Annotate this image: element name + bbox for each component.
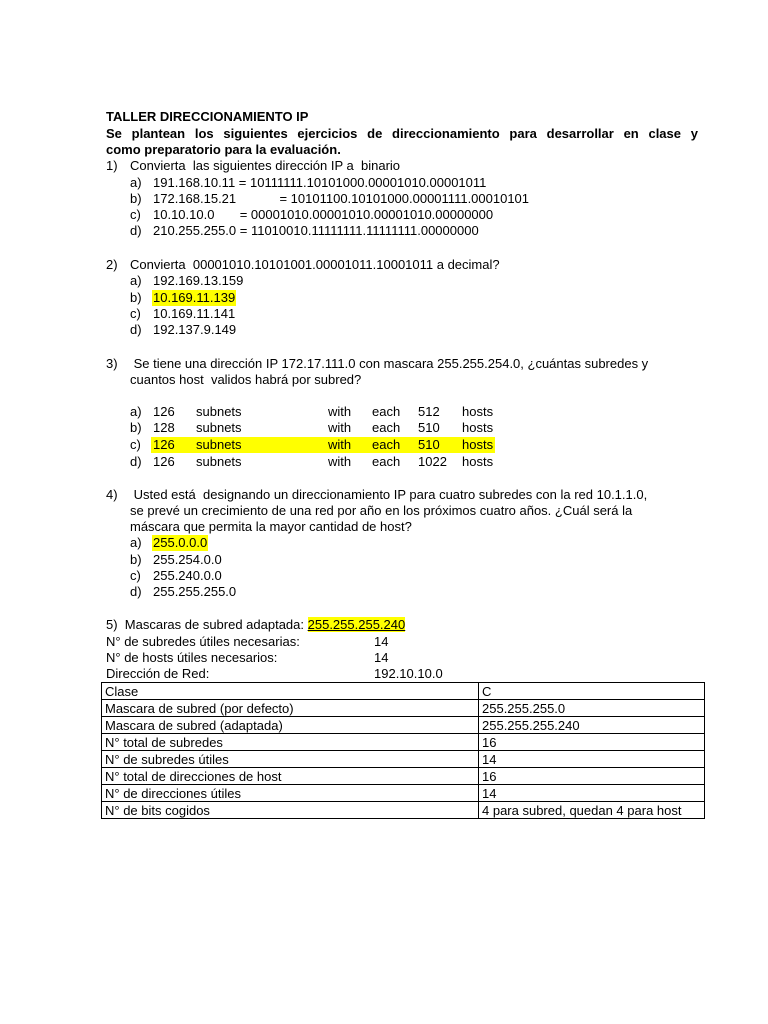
table-cell-label: N° total de direcciones de host [102, 768, 479, 785]
intro-word: desarrollar [546, 126, 614, 141]
table-cell-value: 4 para subred, quedan 4 para host [479, 802, 705, 819]
intro-word: para [509, 126, 537, 141]
q3-row-hosts-count: 510 [418, 437, 440, 452]
q3-row-hosts-count: 1022 [418, 454, 447, 469]
q2-item-text: 10.169.11.141 [153, 306, 236, 321]
table-cell-label: Mascara de subred (por defecto) [102, 700, 479, 717]
q2-text: Convierta 00001010.10101001.00001011.10001011 a decimal? [130, 257, 500, 272]
q3-row-hosts-word: hosts [462, 420, 494, 435]
q3-row-each-word: each [372, 420, 401, 435]
q3-row-subnets-count: 126 [153, 454, 175, 469]
q3-row-each-word: each [372, 437, 401, 452]
q5-info-label: Dirección de Red: [106, 666, 210, 681]
table-row [102, 683, 705, 700]
subnet-summary-table [101, 682, 705, 819]
q3-row-subnets-word: subnets [196, 404, 242, 419]
q3-row-subnets-word: subnets [196, 437, 242, 452]
q3-row-subnets-word: subnets [196, 454, 242, 469]
q3-row-hosts-count: 510 [418, 420, 440, 435]
q4-item-text: 255.240.0.0 [153, 568, 222, 583]
q3-row-letter: c) [130, 437, 141, 452]
q2-item-text-answer: 10.169.11.139 [153, 290, 236, 305]
q1-item-letter: a) [130, 175, 142, 190]
q3-row-hosts-word: hosts [462, 404, 494, 419]
table-cell-value: 255.255.255.0 [479, 700, 705, 717]
q2-item-letter: d) [130, 322, 142, 337]
q3-row-letter: d) [130, 454, 142, 469]
q4-item-letter: a) [130, 535, 142, 550]
q4-item-letter: c) [130, 568, 141, 583]
q3-row-subnets-count: 126 [153, 437, 175, 452]
intro-line-1 [106, 126, 698, 142]
q3-row-hosts-word: hosts [462, 454, 494, 469]
q4-text-line-1: Usted está designando un direccionamiento IP para cuatro subredes con la red 10.1.1.0, [130, 487, 648, 502]
table-cell-value: 16 [479, 768, 705, 785]
table-cell-label: Clase [102, 683, 479, 700]
page-title: TALLER DIRECCIONAMIENTO IP [106, 109, 309, 124]
q3-text-line-2: cuantos host validos habrá por subred? [130, 372, 362, 387]
q3-row-with-word: with [328, 437, 352, 452]
q4-item-letter: b) [130, 552, 142, 567]
q3-row-each-word: each [372, 404, 401, 419]
intro-word: Se [106, 126, 122, 141]
table-cell-label: N° de subredes útiles [102, 751, 479, 768]
table-row [102, 768, 705, 785]
q4-text-line-2: se prevé un crecimiento de una red por año en los próximos cuatro años. ¿Cuál será la [130, 503, 633, 518]
table-cell-label: Mascara de subred (adaptada) [102, 717, 479, 734]
q3-row-subnets-word: subnets [196, 420, 242, 435]
intro-word: direccionamiento [392, 126, 500, 141]
q3-row-letter: b) [130, 420, 142, 435]
q4-item-letter: d) [130, 584, 142, 599]
q3-row-hosts-count: 512 [418, 404, 440, 419]
intro-word: de [367, 126, 383, 141]
q4-item-text-answer: 255.0.0.0 [153, 535, 208, 550]
intro-word: siguientes [223, 126, 288, 141]
q5-answer: 255.255.255.240 [307, 617, 406, 632]
q5-info-value: 192.10.10.0 [374, 666, 443, 681]
q4-number: 4) [106, 487, 118, 502]
q5-heading [106, 617, 405, 633]
q2-item-text: 192.137.9.149 [153, 322, 237, 337]
q4-text-line-3: máscara que permita la mayor cantidad de host? [130, 519, 412, 534]
q3-row-subnets-count: 128 [153, 420, 175, 435]
table-row [102, 802, 705, 819]
intro-word: clase [648, 126, 682, 141]
q3-row-subnets-count: 126 [153, 404, 175, 419]
q5-info-value: 14 [374, 650, 389, 665]
q1-item-text: 210.255.255.0 = 11010010.11111111.11111111.00000000 [153, 223, 479, 238]
q5-info-label: N° de subredes útiles necesarias: [106, 634, 300, 649]
q4-item-text: 255.255.255.0 [153, 584, 237, 599]
q1-item-letter: b) [130, 191, 142, 206]
table-cell-value: 14 [479, 785, 705, 802]
intro-word: y [690, 126, 698, 141]
q1-item-letter: c) [130, 207, 141, 222]
q3-row-with-word: with [328, 420, 352, 435]
q5-info-label: N° de hosts útiles necesarios: [106, 650, 278, 665]
q4-item-text: 255.254.0.0 [153, 552, 222, 567]
table-cell-value: 255.255.255.240 [479, 717, 705, 734]
q3-row-hosts-word: hosts [462, 437, 494, 452]
table-cell-value: C [479, 683, 705, 700]
table-row [102, 717, 705, 734]
q2-item-letter: c) [130, 306, 141, 321]
intro-line-2: como preparatorio para la evaluación. [106, 142, 341, 157]
table-cell-value: 16 [479, 734, 705, 751]
q3-row-letter: a) [130, 404, 142, 419]
q1-item-text: 191.168.10.11 = 10111111.10101000.00001010.00001011 [153, 175, 487, 190]
q3-text-line-1: Se tiene una dirección IP 172.17.111.0 con mascara 255.255.254.0, ¿cuántas subredes y [130, 356, 649, 371]
q1-item-text: 10.10.10.0 = 00001010.00001010.00001010.00000000 [153, 207, 494, 222]
q1-item-text: 172.168.15.21 = 10101100.10101000.00001111.00010101 [153, 191, 530, 206]
q2-item-text: 192.169.13.159 [153, 273, 244, 288]
intro-word: en [623, 126, 639, 141]
intro-word: plantean [131, 126, 186, 141]
table-row [102, 734, 705, 751]
q2-item-letter: a) [130, 273, 142, 288]
q1-text: Convierta las siguientes dirección IP a binario [130, 158, 401, 173]
table-cell-label: N° de direcciones útiles [102, 785, 479, 802]
q3-number: 3) [106, 356, 118, 371]
table-cell-label: N° de bits cogidos [102, 802, 479, 819]
q3-row-with-word: with [328, 404, 352, 419]
intro-word: ejercicios [297, 126, 358, 141]
q5-prefix: 5) Mascaras de subred adaptada: [106, 617, 308, 632]
q3-row-each-word: each [372, 454, 401, 469]
table-row [102, 700, 705, 717]
table-row [102, 785, 705, 802]
q2-item-letter: b) [130, 290, 142, 305]
table-cell-value: 14 [479, 751, 705, 768]
table-cell-label: N° total de subredes [102, 734, 479, 751]
q1-number: 1) [106, 158, 118, 173]
table-row [102, 751, 705, 768]
q2-number: 2) [106, 257, 118, 272]
q1-item-letter: d) [130, 223, 142, 238]
intro-word: los [194, 126, 214, 141]
q3-row-with-word: with [328, 454, 352, 469]
q5-info-value: 14 [374, 634, 389, 649]
